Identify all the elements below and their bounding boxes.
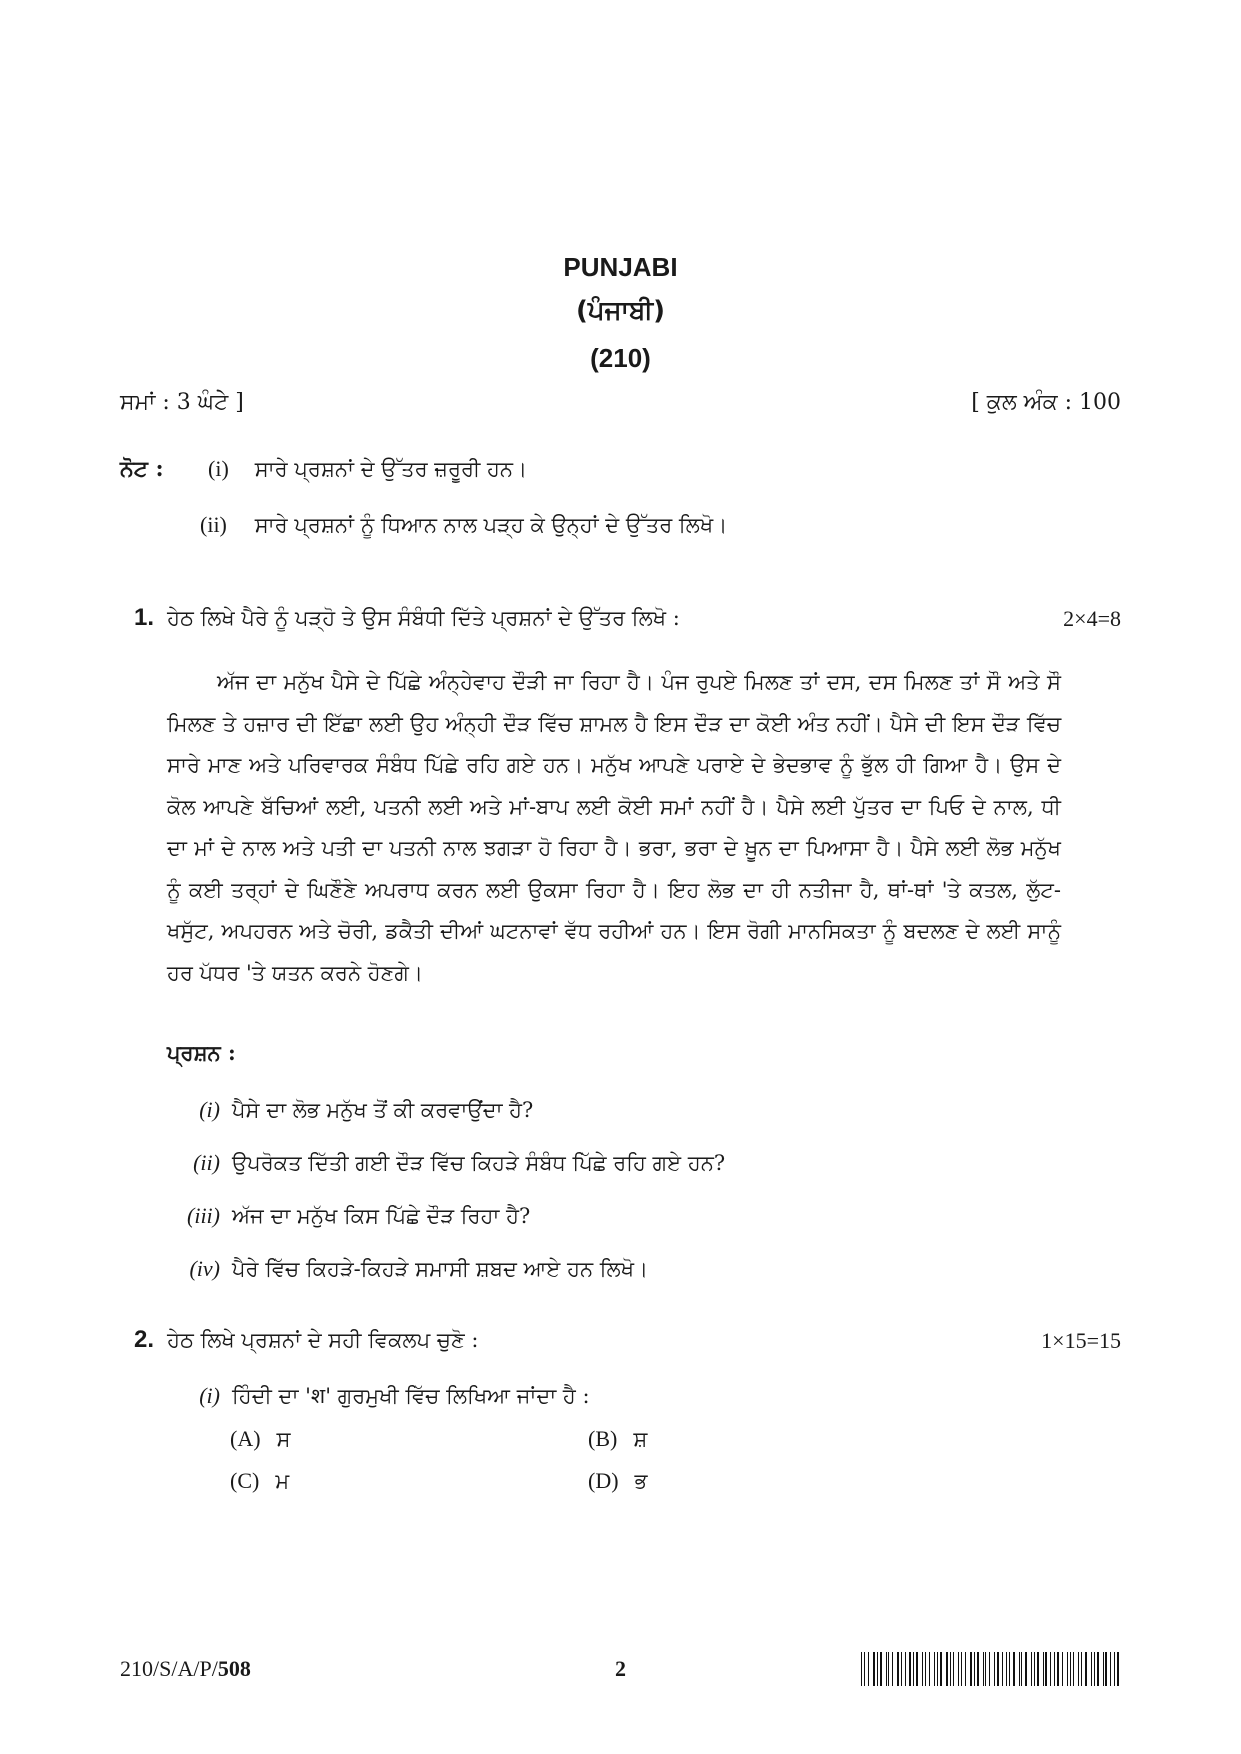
question-2-marks: 1×15=15 (1041, 1328, 1121, 1353)
barcode-bar (997, 1652, 999, 1686)
barcode-bar (1045, 1652, 1046, 1686)
questions-label: ਪ੍ਰਸ਼ਨ : (167, 1040, 236, 1065)
option-c (230, 1468, 289, 1494)
sub-question-text: ਉਪਰੋਕਤ ਦਿੱਤੀ ਗਈ ਦੌੜ ਵਿੱਚ ਕਿਹੜੇ ਸੰਬੰਧ ਪਿੱਛੇ ਰਹਿ ਗਏ ਹਨ? (232, 1151, 726, 1175)
question-text: ਹੇਠ ਲਿਖੇ ਪ੍ਰਸ਼ਨਾਂ ਦੇ ਸਹੀ ਵਿਕਲਪ ਚੁਣੋ : (167, 1328, 479, 1352)
barcode-bar (985, 1652, 986, 1686)
barcode-bar (1103, 1652, 1104, 1686)
barcode-bar (873, 1652, 875, 1686)
barcode-bar (1105, 1652, 1106, 1686)
barcode-bar (901, 1652, 902, 1686)
barcode-bar (1117, 1652, 1119, 1686)
note-item-number: (ii) (200, 512, 227, 537)
barcode-bar (897, 1652, 899, 1686)
question-text: ਹੇਠ ਲਿਖੇ ਪੈਰੇ ਨੂੰ ਪੜ੍ਹੋ ਤੇ ਉਸ ਸੰਬੰਧੀ ਦਿੱਤੇ ਪ੍ਰਸ਼ਨਾਂ ਦੇ ਉੱਤਰ ਲਿਖੋ : (167, 606, 680, 630)
question-2-heading (134, 1326, 478, 1354)
barcode-bar (946, 1652, 947, 1686)
barcode-bar (1114, 1652, 1115, 1686)
barcode-bar (989, 1652, 990, 1686)
option-text: ਭ (634, 1469, 648, 1493)
barcode-bar (934, 1652, 935, 1686)
paper-code-prefix: 210/S/A/P/ (120, 1656, 218, 1681)
sub-question-text: ਹਿੰਦੀ ਦਾ 'श' ਗੁਰਮੁਖੀ ਵਿੱਚ ਲਿਖਿਆ ਜਾਂਦਾ ਹੈ : (232, 1384, 590, 1408)
barcode-bar (1057, 1652, 1059, 1686)
barcode-bar (1062, 1652, 1063, 1686)
sub-question-number: (ii) (193, 1150, 220, 1175)
paper-code-number: 508 (217, 1656, 251, 1681)
barcode-bar (892, 1652, 893, 1686)
sub-question (170, 1150, 725, 1176)
barcode-bar (958, 1652, 959, 1686)
barcode-bar (994, 1652, 995, 1686)
barcode-bar (953, 1652, 954, 1686)
barcode-bar (1006, 1652, 1007, 1686)
barcode-bar (1097, 1652, 1098, 1686)
subject-title-punjabi: (ਪੰਜਾਬੀ) (576, 296, 665, 326)
sub-question-text: ਪੈਰੇ ਵਿੱਚ ਕਿਹੜੇ-ਕਿਹੜੇ ਸਮਾਸੀ ਸ਼ਬਦ ਆਏ ਹਨ ਲਿਖੋ। (232, 1257, 649, 1281)
barcode-bar (877, 1652, 878, 1686)
barcode-bar (1067, 1652, 1068, 1686)
option-b (588, 1426, 647, 1452)
sub-question-number: (iii) (187, 1203, 220, 1228)
barcode-bar (905, 1652, 906, 1686)
barcode-bar (961, 1652, 962, 1686)
question-number: 2. (134, 1326, 155, 1353)
note-item-text: ਸਾਰੇ ਪ੍ਰਸ਼ਨਾਂ ਨੂੰ ਧਿਆਨ ਨਾਲ ਪੜ੍ਹ ਕੇ ਉਨ੍ਹਾਂ ਦੇ ਉੱਤਰ ਲਿਖੋ। (254, 513, 728, 537)
option-d (588, 1468, 647, 1494)
option-text: ਸ਼ (633, 1427, 648, 1451)
barcode-bar (922, 1652, 923, 1686)
barcode-bar (1081, 1652, 1082, 1686)
barcode-bar (1034, 1652, 1035, 1686)
barcode (861, 1652, 1121, 1686)
barcode-bar (1050, 1652, 1051, 1686)
option-a (230, 1426, 291, 1452)
barcode-bar (909, 1652, 910, 1686)
sub-question (170, 1203, 530, 1229)
barcode-bar (1043, 1652, 1044, 1686)
note-item-text: ਸਾਰੇ ਪ੍ਰਸ਼ਨਾਂ ਦੇ ਉੱਤਰ ਜ਼ਰੂਰੀ ਹਨ। (254, 457, 528, 481)
barcode-bar (1054, 1652, 1055, 1686)
barcode-bar (916, 1652, 918, 1686)
barcode-bar (1013, 1652, 1014, 1686)
barcode-bar (1021, 1652, 1022, 1686)
option-text: ਸ (276, 1427, 291, 1451)
barcode-bar (913, 1652, 914, 1686)
question-1-heading (134, 604, 680, 632)
note-item-1 (208, 456, 527, 482)
subject-code: (210) (590, 343, 651, 373)
option-text: ਮ (275, 1469, 290, 1493)
barcode-bar (1019, 1652, 1020, 1686)
note-item-2 (200, 512, 727, 538)
barcode-bar (1009, 1652, 1010, 1686)
barcode-bar (983, 1652, 984, 1686)
barcode-bar (1091, 1652, 1092, 1686)
subject-title-english: PUNJABI (563, 252, 678, 282)
barcode-bar (1085, 1652, 1087, 1686)
question-number: 1. (134, 604, 155, 631)
barcode-bar (925, 1652, 926, 1686)
page-number: 2 (615, 1656, 626, 1681)
barcode-bar (977, 1652, 978, 1686)
barcode-bar (868, 1652, 869, 1686)
barcode-bar (940, 1652, 942, 1686)
question-1-marks: 2×4=8 (1063, 606, 1121, 631)
barcode-bar (1110, 1652, 1111, 1686)
barcode-bar (950, 1652, 951, 1686)
barcode-bar (864, 1652, 865, 1686)
note-label: ਨੋਟ : (120, 456, 164, 482)
sub-question-number: (i) (199, 1097, 220, 1122)
barcode-bar (886, 1652, 887, 1686)
sub-question-text: ਅੱਜ ਦਾ ਮਨੁੱਖ ਕਿਸ ਪਿੱਛੇ ਦੌੜ ਰਿਹਾ ਹੈ? (232, 1204, 531, 1228)
sub-question (182, 1097, 533, 1123)
sub-question-number: (i) (199, 1383, 220, 1408)
barcode-bar (937, 1652, 938, 1686)
option-label: (B) (588, 1426, 618, 1451)
sub-question-number: (iv) (189, 1256, 220, 1281)
barcode-bar (1031, 1652, 1032, 1686)
time-allowed: ਸਮਾਂ : 3 ਘੰਟੇ ] (120, 390, 244, 415)
barcode-bar (1002, 1652, 1003, 1686)
barcode-bar (1037, 1652, 1038, 1686)
barcode-bar (974, 1652, 975, 1686)
option-label: (C) (230, 1468, 260, 1493)
sub-question (170, 1256, 648, 1282)
barcode-bar (970, 1652, 972, 1686)
barcode-bar (1070, 1652, 1071, 1686)
barcode-bar (888, 1652, 889, 1686)
barcode-bar (929, 1652, 930, 1686)
barcode-bar (1025, 1652, 1027, 1686)
sub-question-text: ਪੈਸੇ ਦਾ ਲੋਭ ਮਨੁੱਖ ਤੋਂ ਕੀ ਕਰਵਾਉਂਦਾ ਹੈ? (232, 1098, 534, 1122)
option-label: (A) (230, 1426, 261, 1451)
barcode-bar (965, 1652, 966, 1686)
barcode-bar (880, 1652, 881, 1686)
max-marks: [ ਕੁਲ ਅੰਕ : 100 (971, 390, 1121, 415)
note-item-number: (i) (208, 456, 229, 481)
barcode-bar (1094, 1652, 1095, 1686)
sub-question (182, 1382, 590, 1410)
barcode-bar (861, 1652, 862, 1686)
barcode-bar (1078, 1652, 1079, 1686)
barcode-bar (1073, 1652, 1074, 1686)
reading-passage: ਅੱਜ ਦਾ ਮਨੁੱਖ ਪੈਸੇ ਦੇ ਪਿੱਛੇ ਅੰਨ੍ਹੇਵਾਹ ਦੌੜੀ ਜਾ ਰਿਹਾ ਹੈ। ਪੰਜ ਰੁਪਏ ਮਿਲਣ ਤਾਂ ਦਸ, ਦਸ ਮਿਲਣ ਤਾਂ ਸੌ ਅਤੇ ਸੌ ਮਿਲਣ ਤੇ ਹਜ਼ਾਰ ਦੀ ਇੱਛਾ ਲਈ ਉਹ ਅੰਨ੍ਹੀ ਦੌੜ ਵਿੱਚ ਸ਼ਾਮਲ ਹੈ ਇਸ ਦੌੜ ਦਾ ਕੋਈ ਅੰਤ ਨਹੀਂ। ਪੈਸੇ ਦੀ ਇਸ ਦੌੜ ਵਿੱਚ ਸਾਰੇ ਮਾਣ ਅਤੇ ਪਰਿਵਾਰਕ ਸੰਬੰਧ ਪਿੱਛੇ ਰਹਿ ਗਏ ਹਨ। ਮਨੁੱਖ ਆਪਣੇ ਪਰਾਏ ਦੇ ਭੇਦਭਾਵ ਨੂੰ ਭੁੱਲ ਹੀ ਗਿਆ ਹੈ। ਉਸ ਦੇ ਕੋਲ ਆਪਣੇ ਬੱਚਿਆਂ ਲਈ, ਪਤਨੀ ਲਈ ਅਤੇ ਮਾਂ-ਬਾਪ ਲਈ ਕੋਈ ਸਮਾਂ ਨਹੀਂ ਹੈ। ਪੈਸੇ ਲਈ ਪੁੱਤਰ ਦਾ ਪਿਓ ਦੇ ਨਾਲ, ਧੀ ਦਾ ਮਾਂ ਦੇ ਨਾਲ ਅਤੇ ਪਤੀ ਦਾ ਪਤਨੀ ਨਾਲ ਝਗੜਾ ਹੋ ਰਿਹਾ ਹੈ। ਭਰਾ, ਭਰਾ ਦੇ ਖ਼ੂਨ ਦਾ ਪਿਆਸਾ ਹੈ। ਪੈਸੇ ਲਈ ਲੋਭ ਮਨੁੱਖ ਨੂੰ ਕਈ ਤਰ੍ਹਾਂ ਦੇ ਘਿਣੌਣੇ ਅਪਰਾਧ ਕਰਨ ਲਈ ਉਕਸਾ ਰਿਹਾ ਹੈ। ਇਹ ਲੋਭ ਦਾ ਹੀ ਨਤੀਜਾ ਹੈ, ਥਾਂ-ਥਾਂ 'ਤੇ ਕਤਲ, ਲੁੱਟ-ਖਸੁੱਟ, ਅਪਹਰਨ ਅਤੇ ਚੋਰੀ, ਡਕੈਤੀ ਦੀਆਂ ਘਟਨਾਵਾਂ ਵੱਧ ਰਹੀਆਂ ਹਨ। ਇਸ ਰੋਗੀ ਮਾਨਸਿਕਤਾ ਨੂੰ ਬਦਲਣ ਦੇ ਲਈ ਸਾਨੂੰ ਹਰ ਪੱਧਰ 'ਤੇ ਯਤਨ ਕਰਨੇ ਹੋਣਗੇ। (167, 670, 1061, 985)
option-label: (D) (588, 1468, 619, 1493)
